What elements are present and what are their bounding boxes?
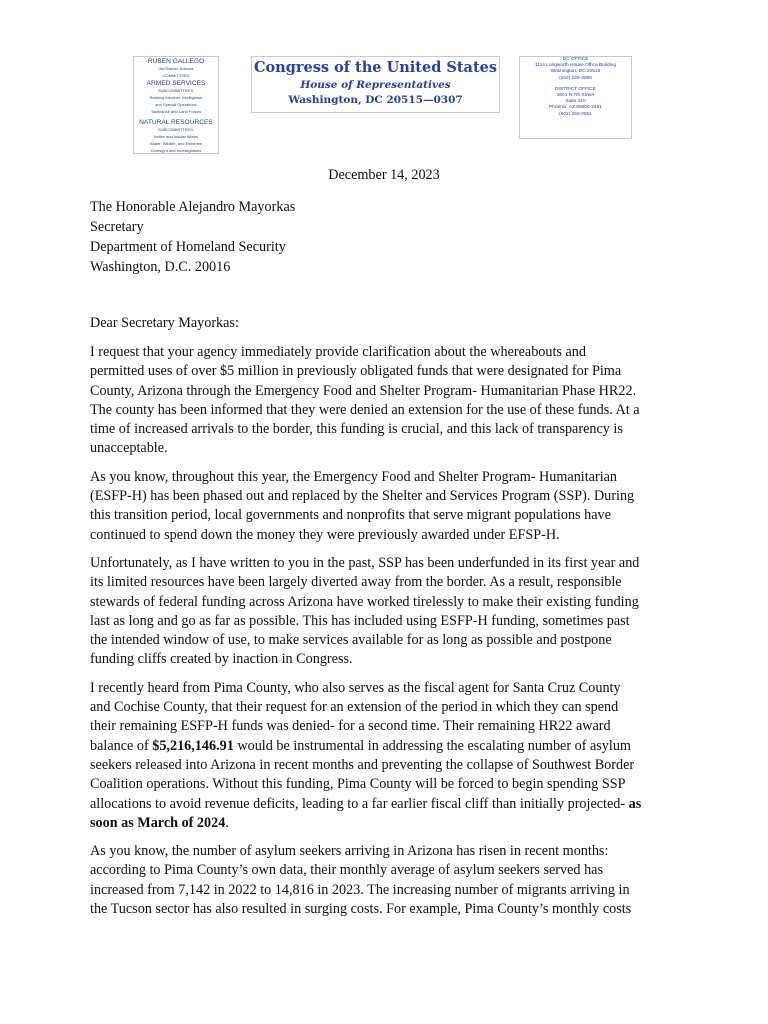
committee-armed-services: ARMED SERVICES <box>146 79 206 87</box>
paragraph-4 <box>90 679 674 833</box>
text-line: their remaining ESFP-H funds was denied- for a second time. Their remaining HR22 award <box>90 718 611 735</box>
subcommittee-item: Oversight and Investigations <box>150 148 202 154</box>
subcommittee-item: and Special Operations <box>155 102 197 108</box>
letter-body <box>90 343 674 928</box>
text-line: I recently heard from Pima County, who also serves as the fiscal agent for Santa Cruz County <box>90 679 621 696</box>
paragraph-3 <box>90 554 674 670</box>
text-line: As you know, the number of asylum seekers arriving in Arizona has risen in recent months: <box>90 843 609 860</box>
text-line <box>90 814 674 833</box>
bold-text: as <box>628 795 642 812</box>
text-line: I request that your agency immediately provide clarification about the whereabouts and <box>90 344 586 360</box>
text-line <box>90 795 674 814</box>
recipient-name: The Honorable Alejandro Mayorkas <box>90 199 296 215</box>
district-office-city: Phoenix, AZ 85006-2461 <box>549 105 602 111</box>
subcommittees-label: SUBCOMMITTEES: <box>157 126 194 132</box>
recipient-city: Washington, D.C. 20016 <box>90 259 231 275</box>
text-line: the Tucson sector has also resulted in surging costs. For example, Pima County’s monthly costs <box>90 901 632 918</box>
district-office-street: 1601 N 7th Street <box>556 93 595 99</box>
recipient-department: Department of Homeland Security <box>90 239 286 255</box>
text-line: The county has been informed that they were denied an extension for the use of these funds. At a <box>90 401 640 418</box>
congress-title: Congress of the United States <box>253 59 498 76</box>
text-segment: balance of <box>90 737 153 754</box>
text-line: last as long and go as far as possible. This has included using ESFP-H funding, sometimes past <box>90 612 630 629</box>
subcommittee-item: Indian and Insular Affairs <box>154 134 198 140</box>
house-title: House of Representatives <box>300 79 451 91</box>
text-line: according to Pima County’s own data, their monthly average of asylum seekers served has <box>90 862 603 879</box>
subcommittees-label: SUBCOMMITTEES: <box>157 87 194 93</box>
salutation: Dear Secretary Mayorkas: <box>90 315 239 331</box>
district-office-suite: Suite 310 <box>565 99 586 105</box>
committees-box <box>133 56 219 154</box>
text-segment: allocations to avoid revenue deficits, leading to a far earlier fiscal cliff than initially projected- <box>90 795 629 812</box>
text-line: seekers released into Arizona in recent months and preventing the collapse of Southwest Border <box>90 756 635 773</box>
text-line <box>90 737 674 756</box>
text-line: continued to spend down the money they were previously awarded under EFSP-H. <box>90 526 560 543</box>
text-line: increased from 7,142 in 2022 to 14,816 in 2023. The increasing number of migrants arriving in <box>90 881 630 898</box>
committee-natural-resources: NATURAL RESOURCES <box>139 118 213 126</box>
text-line: stewards of federal funding across Arizona have worked tirelessly to make their existing funding <box>90 593 639 610</box>
paragraph-2 <box>90 468 674 545</box>
text-line: Unfortunately, as I have written to you in the past, SSP has been underfunded in its first year and <box>90 554 640 571</box>
subcommittee-item: Ranking Member, Intelligence <box>149 95 203 101</box>
congress-seal-header <box>251 56 500 113</box>
district-office-label: DISTRICT OFFICE <box>555 86 596 92</box>
text-line: Coalition operations. Without this funding, Pima County will be forced to begin spending SSP <box>90 776 626 793</box>
text-line: As you know, throughout this year, the Emergency Food and Shelter Program- Humanitarian <box>90 468 618 485</box>
text-line: its limited resources have been largely diverted away from the border. As a result, responsible <box>90 574 622 591</box>
subcommittee-item: Tactical Air and Land Forces <box>150 109 202 115</box>
text-line: permitted uses of over $5 million in previously obligated funds that were designated for Pima <box>90 363 622 380</box>
award-balance-amount: $5,216,146.91 <box>152 737 234 754</box>
member-district: 3rd District, Arizona <box>158 66 194 72</box>
text-segment: . <box>225 814 229 831</box>
house-address: Washington, DC 20515—0307 <box>288 94 463 106</box>
text-line: this transition period, local governments and nonprofits that serve migrant populations have <box>90 507 611 524</box>
text-line: and Cochise County, that their request for an extension of the period in which they can spend <box>90 699 619 716</box>
offices-box <box>519 56 632 139</box>
text-line: County, Arizona through the Emergency Food and Shelter Program- Humanitarian Phase HR22. <box>90 382 637 399</box>
text-line: unacceptable. <box>90 440 168 457</box>
committees-heading: COMMITTEES <box>162 73 190 79</box>
dc-office-phone: (202) 225-4065 <box>559 75 592 81</box>
fiscal-cliff-date: soon as March of 2024 <box>90 814 226 831</box>
dc-office-address: 1114 Longworth House Office Building <box>534 63 617 69</box>
letter-date: December 14, 2023 <box>328 167 440 183</box>
text-segment: would be instrumental in addressing the escalating number of asylum <box>233 737 631 754</box>
dc-office-city: Washington, DC 20515 <box>550 69 601 75</box>
paragraph-5 <box>90 842 674 919</box>
subcommittee-item: Water, Wildlife, and Fisheries <box>150 141 202 147</box>
dc-office-label: DC OFFICE <box>562 57 589 62</box>
recipient-title: Secretary <box>90 219 144 235</box>
recipient-address <box>90 197 295 277</box>
text-line: the intended window of use, to make services available for as long as possible and postpone <box>90 632 612 649</box>
district-office-phone: (602) 256-0551 <box>559 111 592 117</box>
text-line: funding cliffs created by inaction in Congress. <box>90 651 353 668</box>
member-name: RUBEN GALLEGO <box>147 58 205 65</box>
text-line: time of increased arrivals to the border, this funding is crucial, and this lack of transparency is <box>90 421 623 438</box>
paragraph-1 <box>90 343 674 459</box>
text-line: (ESFP-H) has been phased out and replaced by the Shelter and Services Program (SSP). During <box>90 488 635 505</box>
